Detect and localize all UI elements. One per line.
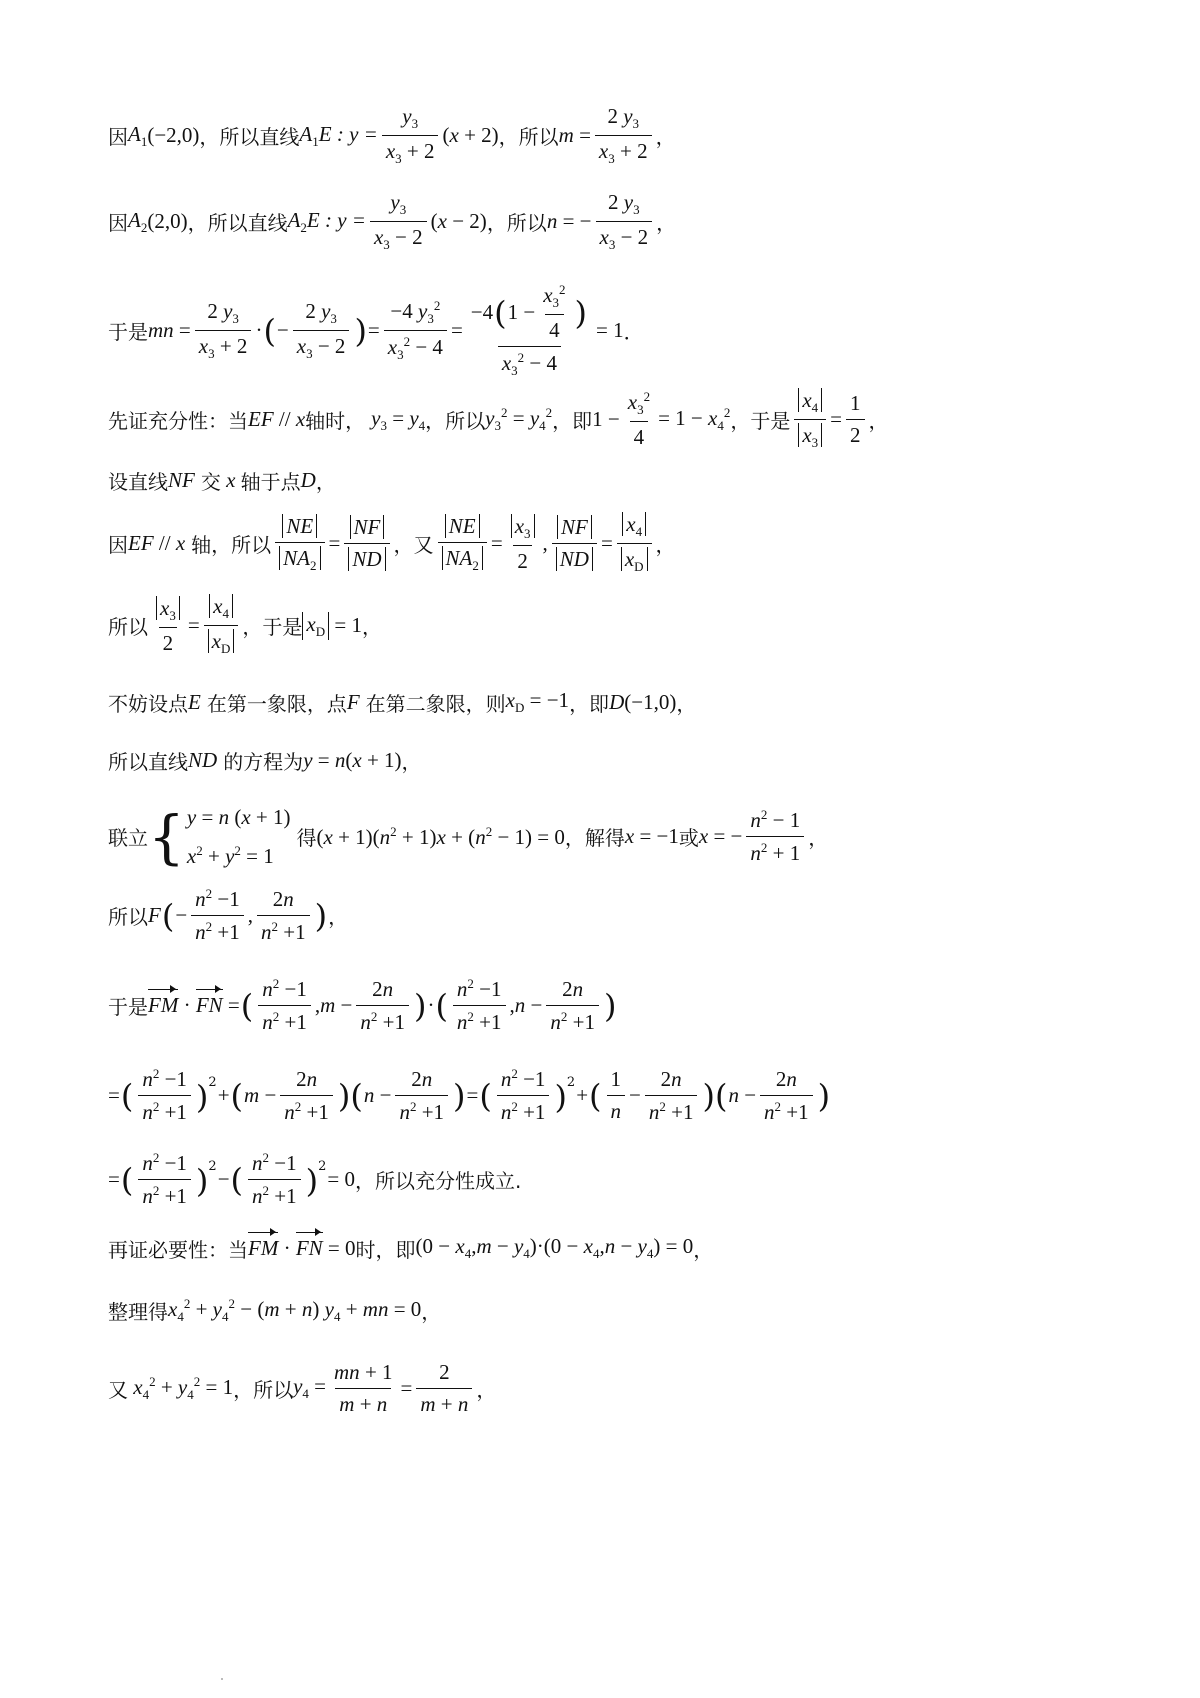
line-17: 又 $x_4^2 + y_4^2 = 1$ ，所以 $y_4$ = $\frac{mn + 1}{m + n}$ = $\frac{2}{m + n}$ ， (108, 1360, 497, 1416)
fraction: $\frac{y_3}{x_3 + 2}$ (382, 104, 439, 167)
line-15: 再证必要性：当 FM · FN = 0 时，即 $(0 - x_4,m - y_4)\cdot(0 - x_4,n - y_4) = 0$ ， (108, 1234, 714, 1262)
line-14: = ( $\frac{n^2 -1}{n^2 +1}$ )$^2$ − ( $\frac{n^2 -1}{n^2 +1}$ )$^2$ = 0 ，所以充分性成立. (108, 1150, 522, 1208)
line-13: = ( $\frac{n^2 -1}{n^2 +1}$ )$^2$ + ( m − $\frac{2n}{n^2 +1}$ )( n − $\frac{2n}{n^2 +1}$ ) = ( $\frac{n^2 -1}{n^2 +1}$ )$^2$ + ( $\frac{1}{n}$ − $\frac{2n}{n^2 +1}$ )( n − $\frac{2n}{n^2 +1}$ ) (108, 1066, 831, 1124)
line-6: 因 EF // x 轴，所以 $\frac{NE}{NA_2}$ = $\frac{NF}{ND}$ ，又 $\frac{NE}{NA_2}$ = $\frac{x_3}{2}$ , $\frac{NF}{ND}$ = $\frac{x_4}{x_D}$ ， (108, 512, 676, 575)
line-12: 于是 FM · FN = ( $\frac{n^2 -1}{n^2 +1}$ ,m − $\frac{2n}{n^2 +1}$ ) · ( $\frac{n^2 -1}{n^2 +1}$ ,n − $\frac{2n}{n^2 +1}$ ) (108, 976, 617, 1034)
vector-FM: FM (148, 993, 179, 1017)
line-16: 整理得 $x_4^2 + y_4^2 - (m + n) y_4$ + mn = 0 ， (108, 1296, 442, 1325)
scan-dot (221, 1678, 223, 1680)
line-8: 不妨设点 E 在第一象限，点 F 在第二象限，则 $x_D = -1$ ，即 D (−1,0) ， (108, 688, 697, 716)
line-11: 所以 F ( − $\frac{n^2 -1}{n^2 +1}$ , $\frac{2n}{n^2 +1}$ ) ， (108, 886, 349, 944)
line-3: 于是 mn = $\frac{2 y_3}{x_3 + 2}$ · ( − $\frac{2 y_3}{x_3 - 2}$ ) = $\frac{-4 y_3^2}{x_3^2 - 4}$ = −4 ( 1 − $\frac{x_3^2}{4}$ ) $x_3^2 - 4$ = 1 ． (108, 282, 644, 379)
line-7: 所以 $\frac{x_3}{2}$ = $\frac{x_4}{x_D}$ ，于是 $x_D$ = 1 ， (108, 594, 382, 657)
equation-system: y = n (x + 1) $x^2 + y^2 = 1$ (186, 805, 291, 868)
line-5: 设直线 NF 交 x 轴于点 D ， (108, 468, 336, 494)
line-1: 因 $A_1$ (−2,0) ，所以直线 $A_1E$ : y = $\frac{y_3}{x_3 + 2}$ (x + 2) ，所以 m = $\frac{2 y_3}{x_3 + 2}$ ， (108, 104, 676, 167)
fraction: $\frac{2 y_3}{x_3 + 2}$ (595, 104, 652, 167)
vector-FN: FN (195, 993, 223, 1017)
math: $A_1$ (128, 121, 148, 149)
line-9: 所以 直线 ND 的方程为 y = n (x + 1) ， (108, 748, 422, 774)
line-4: 先证充分性：当 EF // x 轴时， $y_3 = y_4$ ，所以 $y_3^2 = y_4^2$ ，即 1 − $\frac{x_3^2}{4}$ = $1 - x_4^2$ ，于是 $\frac{x_4}{x_3}$ = $\frac{1}{2}$ ， (108, 388, 889, 451)
line-2: 因 $A_2$ (2,0) ，所以直线 $A_2E$ : y = $\frac{y_3}{x_3 - 2}$ (x − 2) ，所以 n = − $\frac{2 y_3}{x_3 - 2}$ ， (108, 190, 677, 253)
line-10: 联立 { y = n (x + 1) $x^2 + y^2 = 1$ 得 $(x + 1)(n^2 + 1)x + (n^2 - 1) = 0$ ，解得 x = −1 或 x = − $\frac{n^2 - 1}{n^2 + 1}$ ， (108, 800, 1160, 873)
